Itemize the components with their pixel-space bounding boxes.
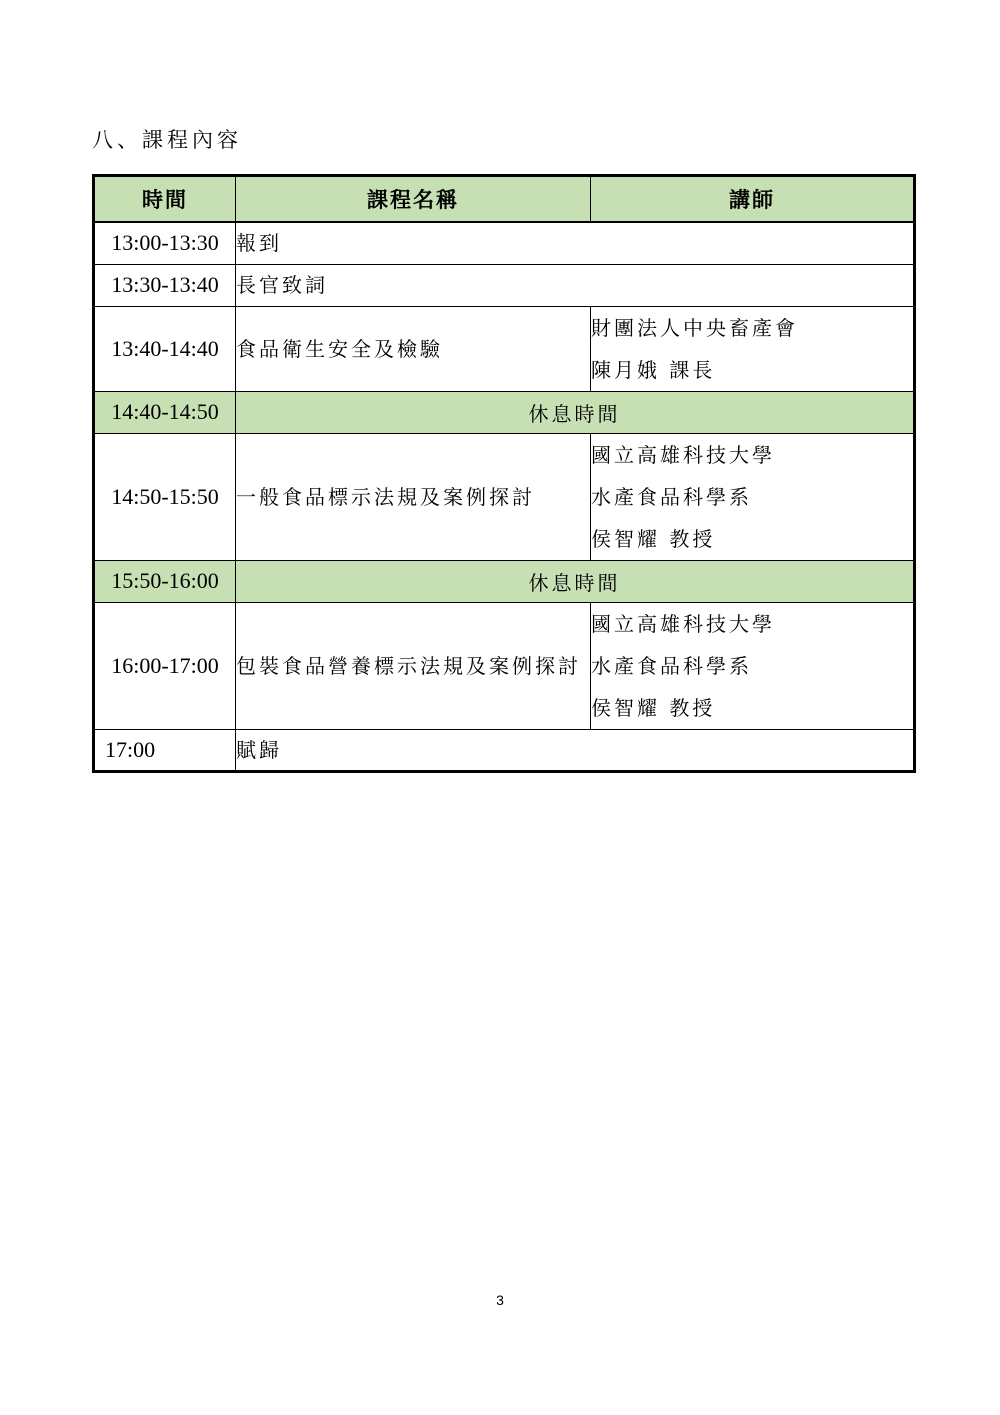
teacher-name: 陳月娥 課長 <box>591 357 716 382</box>
schedule-table <box>92 174 916 773</box>
time-cell: 13:00-13:30 <box>94 222 236 264</box>
time-cell: 16:00-17:00 <box>94 602 236 729</box>
break-row <box>94 391 915 433</box>
course-cell: 包裝食品營養標示法規及案例探討 <box>236 602 591 729</box>
time-cell: 13:30-13:40 <box>94 264 236 306</box>
page-number: 3 <box>496 1292 504 1308</box>
header-time: 時間 <box>94 176 236 223</box>
course-cell: 報到 <box>236 222 915 264</box>
teacher-university: 國立高雄科技大學 <box>591 442 775 467</box>
time-cell: 13:40-14:40 <box>94 306 236 391</box>
table-row <box>94 264 915 306</box>
course-cell: 食品衛生安全及檢驗 <box>236 306 591 391</box>
teacher-affiliation: 財團法人中央畜產會 <box>591 315 798 340</box>
table-header-row <box>94 176 915 223</box>
table-row <box>94 433 915 560</box>
header-course: 課程名稱 <box>236 176 591 223</box>
course-cell: 長官致詞 <box>236 264 915 306</box>
time-cell: 14:50-15:50 <box>94 433 236 560</box>
teacher-department: 水產食品科學系 <box>591 484 752 509</box>
table-row <box>94 222 915 264</box>
teacher-cell <box>591 306 915 391</box>
section-title: 八、課程內容 <box>92 128 242 152</box>
table-row <box>94 729 915 771</box>
time-cell: 17:00 <box>94 729 236 771</box>
table-row <box>94 306 915 391</box>
time-cell: 15:50-16:00 <box>94 560 236 602</box>
course-cell: 一般食品標示法規及案例探討 <box>236 433 591 560</box>
break-row <box>94 560 915 602</box>
teacher-university: 國立高雄科技大學 <box>591 611 775 636</box>
teacher-cell <box>591 602 915 729</box>
time-cell: 14:40-14:50 <box>94 391 236 433</box>
header-teacher: 講師 <box>591 176 915 223</box>
break-label: 休息時間 <box>236 391 915 433</box>
teacher-department: 水產食品科學系 <box>591 653 752 678</box>
course-cell: 賦歸 <box>236 729 915 771</box>
table-row <box>94 602 915 729</box>
break-label: 休息時間 <box>236 560 915 602</box>
teacher-name: 侯智耀 教授 <box>591 526 716 551</box>
teacher-cell <box>591 433 915 560</box>
teacher-name: 侯智耀 教授 <box>591 695 716 720</box>
